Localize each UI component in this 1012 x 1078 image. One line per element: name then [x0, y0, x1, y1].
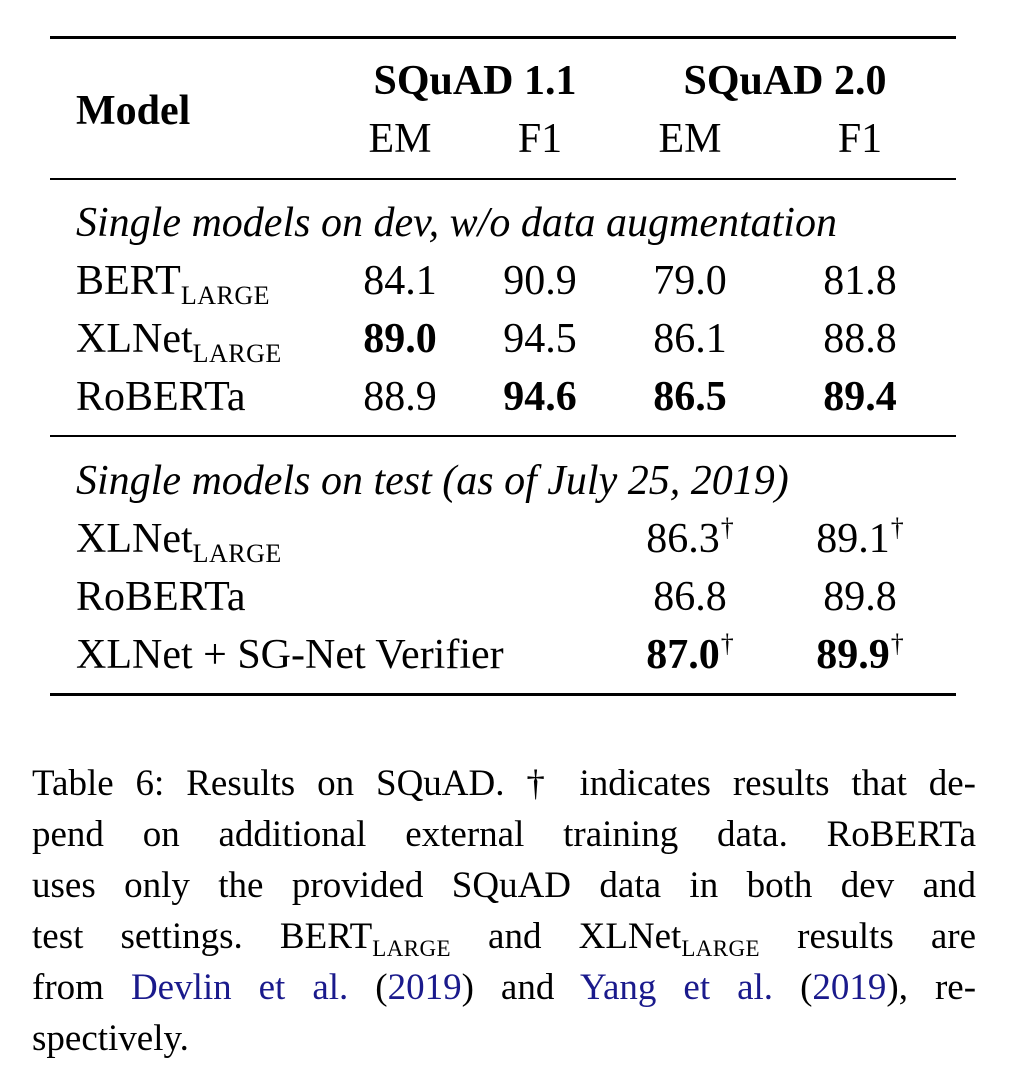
cell-squad20-em: 86.3† [646, 513, 734, 562]
row-model-name: XLNet + SG-Net Verifier [76, 632, 504, 678]
cell-squad20-f1: 89.9† [816, 629, 904, 678]
row-model-name: RoBERTa [76, 374, 246, 420]
cell-squad20-em: 86.5 [653, 374, 727, 420]
cell-squad20-em: 87.0† [646, 629, 734, 678]
row-model-name: XLNet$_{LARGE}$ [76, 316, 282, 368]
row-model-name: $BERT_{LARGE}$ [76, 258, 270, 310]
citation-link-devlin[interactable]: Devlin et al. [130, 967, 349, 1008]
cell-squad11-f1: 94.5 [503, 316, 577, 362]
cell-squad11-em: 88.9 [363, 374, 437, 420]
caption-line: test settings. $BERT_{LARGE}$ and XLNet$_{LARGE}$ results are [32, 916, 976, 961]
header-squad20-em: EM [658, 116, 722, 162]
caption-line: Table 6: Results on SQuAD. † indicates results that de- [32, 763, 976, 804]
row-model-name: RoBERTa [76, 574, 246, 620]
citation-link-yang[interactable]: Yang et al. [579, 967, 774, 1008]
cell-squad20-em: 86.8 [653, 574, 727, 620]
cell-squad20-f1: 81.8 [823, 258, 897, 304]
section-title-dev: Single models on dev, w/o data augmentation [76, 200, 837, 246]
cell-squad11-f1: 94.6 [503, 374, 577, 420]
cell-squad11-f1: 90.9 [503, 258, 577, 304]
caption-line: from Devlin et al. (2019) and Yang et al. (2019), re- [32, 967, 977, 1008]
cell-squad11-em: 84.1 [363, 258, 437, 304]
cell-squad20-f1: 88.8 [823, 316, 897, 362]
cell-squad20-f1: 89.8 [823, 574, 897, 620]
caption-line: pend on additional external training data. RoBERTa [32, 814, 976, 855]
section-title-test: Single models on test (as of July 25, 2019) [76, 458, 789, 504]
cell-squad20-f1: 89.1† [816, 513, 904, 562]
header-squad11-em: EM [368, 116, 432, 162]
top-rule [50, 36, 956, 39]
header-squad20-f1: F1 [837, 116, 883, 162]
table-caption [32, 758, 976, 1064]
section-rule [50, 435, 956, 437]
header-squad20: SQuAD 2.0 [683, 58, 887, 104]
bottom-rule [50, 693, 956, 696]
cell-squad20-em: 79.0 [653, 258, 727, 304]
cell-squad20-f1: 89.4 [823, 374, 897, 420]
citation-year-link[interactable]: 2019 [812, 967, 887, 1008]
citation-year-link[interactable]: 2019 [387, 967, 462, 1008]
cell-squad11-em: 89.0 [363, 316, 437, 362]
cell-squad20-em: 86.1 [653, 316, 727, 362]
caption-line: uses only the provided SQuAD data in both dev and [32, 865, 976, 906]
header-squad11-f1: F1 [517, 116, 563, 162]
row-model-name: XLNet$_{LARGE}$ [76, 516, 282, 568]
caption-line: spectively. [32, 1018, 189, 1059]
header-squad11: SQuAD 1.1 [373, 58, 577, 104]
header-rule [50, 178, 956, 180]
header-model: Model [76, 88, 191, 134]
